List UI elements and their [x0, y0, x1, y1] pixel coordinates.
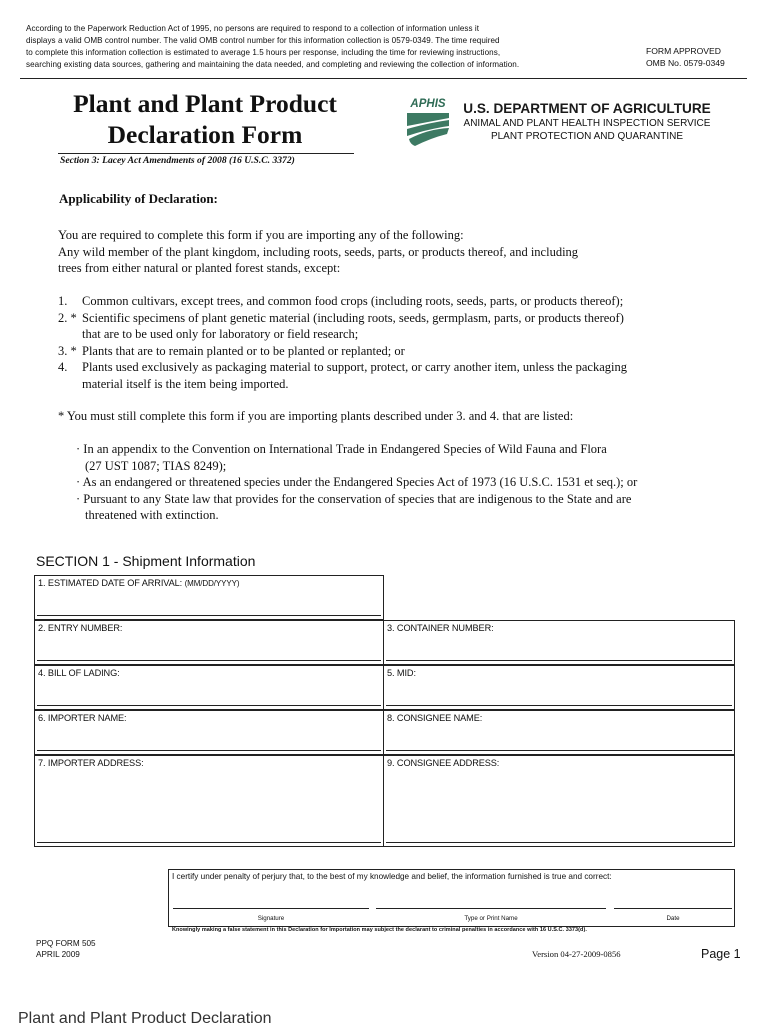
mid-field[interactable] — [383, 665, 735, 710]
intro-line: Any wild member of the plant kingdom, including roots, seeds, parts, or products thereof, and including — [58, 244, 579, 259]
applicability-heading: Applicability of Declaration: — [59, 191, 218, 206]
input-line — [37, 705, 381, 706]
applicability-intro — [58, 227, 578, 277]
arrival-date-field[interactable] — [34, 575, 384, 620]
input-line — [386, 842, 732, 843]
bullet-icon: · — [76, 475, 83, 489]
input-line — [37, 615, 381, 616]
certification-statement: I certify under penalty of perjury that, to the best of my knowledge and belief, the information furnished is true and correct: — [172, 872, 612, 881]
false-statement-warning: Knowingly making a false statement in this Declaration for Importation may subject the declarant to criminal penalties in accordance with 16 U.S.C. 3373(d). — [172, 927, 587, 933]
list-item — [76, 491, 637, 524]
list-item — [58, 343, 627, 360]
page-title — [40, 88, 370, 150]
list-item — [58, 359, 627, 392]
aphis-logo-icon — [403, 96, 453, 150]
importer-name-field[interactable] — [34, 710, 384, 755]
field-label: 9. CONSIGNEE ADDRESS: — [387, 758, 500, 768]
title-line-1: Plant and Plant Product — [73, 89, 337, 118]
list-item-text: Plants that are to remain planted or to be planted or replanted; or — [82, 343, 405, 358]
bullet-text: Pursuant to any State law that provides for the conservation of species that are indigenous to the State and are — [83, 491, 632, 506]
program-name: PLANT PROTECTION AND QUARANTINE — [490, 131, 684, 142]
input-line — [386, 750, 732, 751]
agency-block — [462, 100, 712, 143]
form-approved-label: FORM APPROVED — [646, 46, 721, 56]
input-line — [37, 660, 381, 661]
input-line — [386, 660, 732, 661]
page-number: Page 1 — [701, 947, 741, 961]
bullet-icon: · — [76, 491, 84, 506]
form-number: PPQ FORM 505 — [36, 939, 96, 948]
date-line[interactable] — [614, 908, 732, 909]
list-item-number: 1. — [58, 294, 68, 308]
omb-approval — [646, 45, 725, 69]
notice-line: to complete this information collection is estimated to average 1.5 hours per response, including the time for reviewing instructions, — [26, 48, 501, 57]
paperwork-notice — [26, 23, 626, 71]
list-item-text: Scientific specimens of plant genetic material (including roots, seeds, germplasm, parts, or products thereof) — [82, 310, 624, 325]
field-label: 8. CONSIGNEE NAME: — [387, 713, 483, 723]
list-item-text: Plants used exclusively as packaging material to support, protect, or carry another item, unless the packaging — [82, 360, 627, 374]
list-item — [76, 441, 637, 474]
field-label: 2. ENTRY NUMBER: — [38, 623, 123, 633]
listed-conditions — [76, 441, 637, 524]
list-item-number: 4. — [58, 360, 68, 374]
list-item-number: 3. * — [58, 343, 77, 358]
aphis-logo-text: APHIS — [410, 98, 446, 110]
page-subtitle: Section 3: Lacey Act Amendments of 2008 (16 U.S.C. 3372) — [60, 155, 295, 166]
notice-line: searching existing data sources, gathering and maintaining the data needed, and completing and reviewing the collection of information. — [26, 60, 520, 69]
print-name-line[interactable] — [376, 908, 606, 909]
list-item-text: that are to be used only for laboratory or field research; — [82, 327, 359, 341]
date-caption: Date — [666, 915, 680, 922]
service-name: ANIMAL AND PLANT HEALTH INSPECTION SERVICE — [463, 118, 711, 129]
bullet-text: (27 UST 1087; TIAS 8249); — [85, 458, 227, 473]
field-label: 7. IMPORTER ADDRESS: — [38, 758, 144, 768]
header-divider — [20, 78, 747, 79]
intro-line: trees from either natural or planted forest stands, except: — [58, 261, 341, 275]
input-line — [37, 750, 381, 751]
field-label: 4. BILL OF LADING: — [38, 668, 120, 678]
department-name: U.S. DEPARTMENT OF AGRICULTURE — [463, 101, 711, 116]
list-item-text: material itself is the item being imported. — [82, 376, 289, 391]
notice-line: According to the Paperwork Reduction Act of 1995, no persons are required to respond to a collection of information unless it — [26, 24, 480, 33]
field-label: 1. ESTIMATED DATE OF ARRIVAL: — [38, 578, 183, 588]
next-page-heading: Plant and Plant Product Declaration — [18, 1010, 272, 1027]
title-line-2: Declaration Form — [107, 120, 303, 149]
intro-line: You are required to complete this form if you are importing any of the following: — [58, 228, 464, 242]
still-required-note: * You must still complete this form if you are importing plants described under 3. and 4. that are listed: — [58, 409, 574, 423]
signature-caption: Signature — [257, 915, 285, 922]
exception-list — [58, 293, 627, 392]
list-item — [58, 310, 627, 343]
print-name-caption: Type or Print Name — [464, 915, 518, 922]
omb-number: OMB No. 0579-0349 — [646, 58, 725, 68]
certification-box — [168, 869, 735, 927]
input-line — [386, 705, 732, 706]
section1-title: SECTION 1 - Shipment Information — [36, 553, 256, 569]
form-identifier — [36, 938, 96, 960]
field-label: 6. IMPORTER NAME: — [38, 713, 127, 723]
field-label: 5. MID: — [387, 668, 416, 678]
list-item-text: Common cultivars, except trees, and common food crops (including roots, seeds, parts, or products thereof); — [82, 294, 624, 308]
entry-number-field[interactable] — [34, 620, 384, 665]
bullet-text: In an appendix to the Convention on International Trade in Endangered Species of Wild Fauna and Flora — [83, 442, 607, 456]
container-number-field[interactable] — [383, 620, 735, 665]
notice-line: displays a valid OMB control number. The valid OMB control number for this information collection is 0579-0349. The time required — [26, 36, 500, 45]
version-label: Version 04-27-2009-0856 — [532, 949, 621, 959]
bullet-text: As an endangered or threatened species under the Endangered Species Act of 1973 (16 U.S.C. 1531 et seq.); or — [82, 475, 638, 489]
field-label: 3. CONTAINER NUMBER: — [387, 623, 494, 633]
form-date: APRIL 2009 — [36, 950, 80, 959]
bill-of-lading-field[interactable] — [34, 665, 384, 710]
field-hint: (MM/DD/YYYY) — [184, 579, 240, 588]
bullet-text: threatened with extinction. — [85, 508, 219, 522]
list-item — [76, 474, 637, 491]
importer-address-field[interactable] — [34, 755, 384, 847]
bullet-icon: · — [76, 442, 84, 456]
list-item — [58, 293, 627, 310]
title-underline — [58, 153, 354, 154]
input-line — [37, 842, 381, 843]
consignee-address-field[interactable] — [383, 755, 735, 847]
signature-line[interactable] — [173, 908, 369, 909]
consignee-name-field[interactable] — [383, 710, 735, 755]
list-item-number: 2. * — [58, 310, 77, 325]
